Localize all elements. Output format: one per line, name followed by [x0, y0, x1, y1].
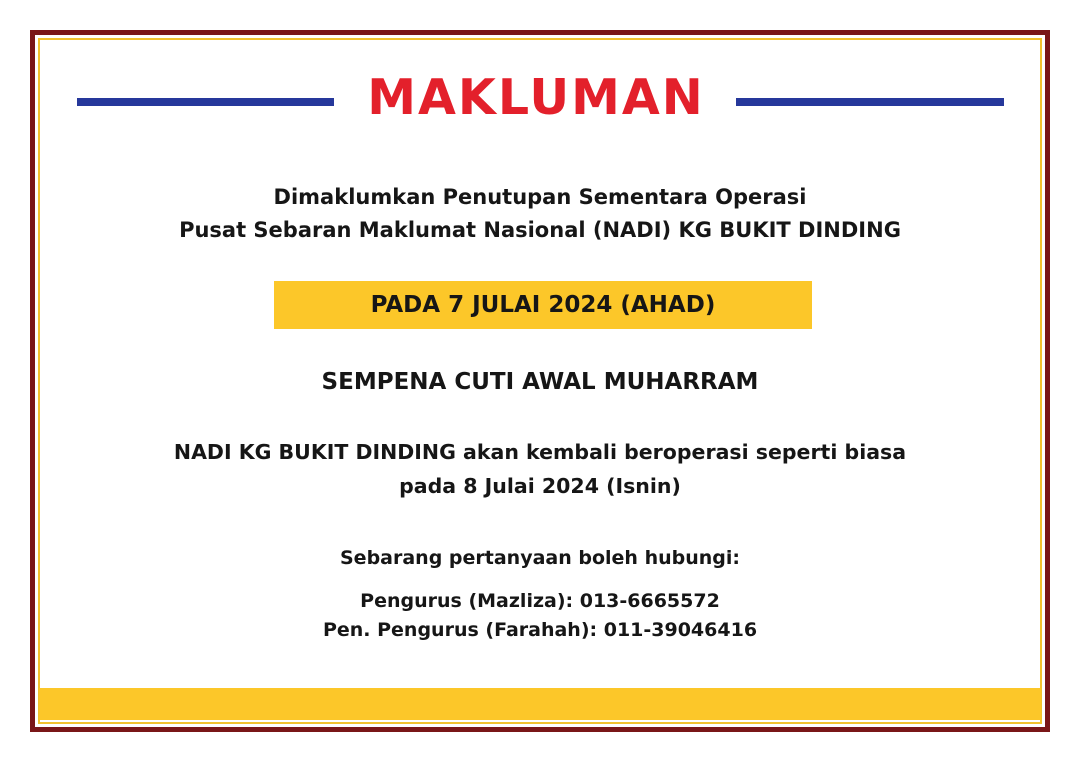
subtitle-line-2: Pusat Sebaran Maklumat Nasional (NADI) KG BUKIT DINDING [179, 218, 901, 242]
subtitle-line-1: Dimaklumkan Penutupan Sementara Operasi [273, 185, 807, 209]
date-banner-text: PADA 7 JULAI 2024 (AHAD) [370, 292, 716, 318]
contact-heading: Sebarang pertanyaan boleh hubungi: [340, 547, 740, 569]
title-rule-right [736, 98, 1004, 106]
occasion-text: SEMPENA CUTI AWAL MUHARRAM [321, 369, 759, 395]
bottom-band [39, 688, 1041, 720]
reopen-line-1: NADI KG BUKIT DINDING akan kembali beroperasi seperti biasa [173, 440, 907, 464]
reopen-line-2: pada 8 Julai 2024 (Isnin) [399, 474, 681, 498]
contact-assistant-manager: Pen. Pengurus (Farahah): 011-39046416 [322, 619, 758, 641]
notice-title: MAKLUMAN [367, 69, 705, 126]
title-rule-left [77, 98, 334, 106]
contact-manager: Pengurus (Mazliza): 013-6665572 [360, 590, 720, 612]
